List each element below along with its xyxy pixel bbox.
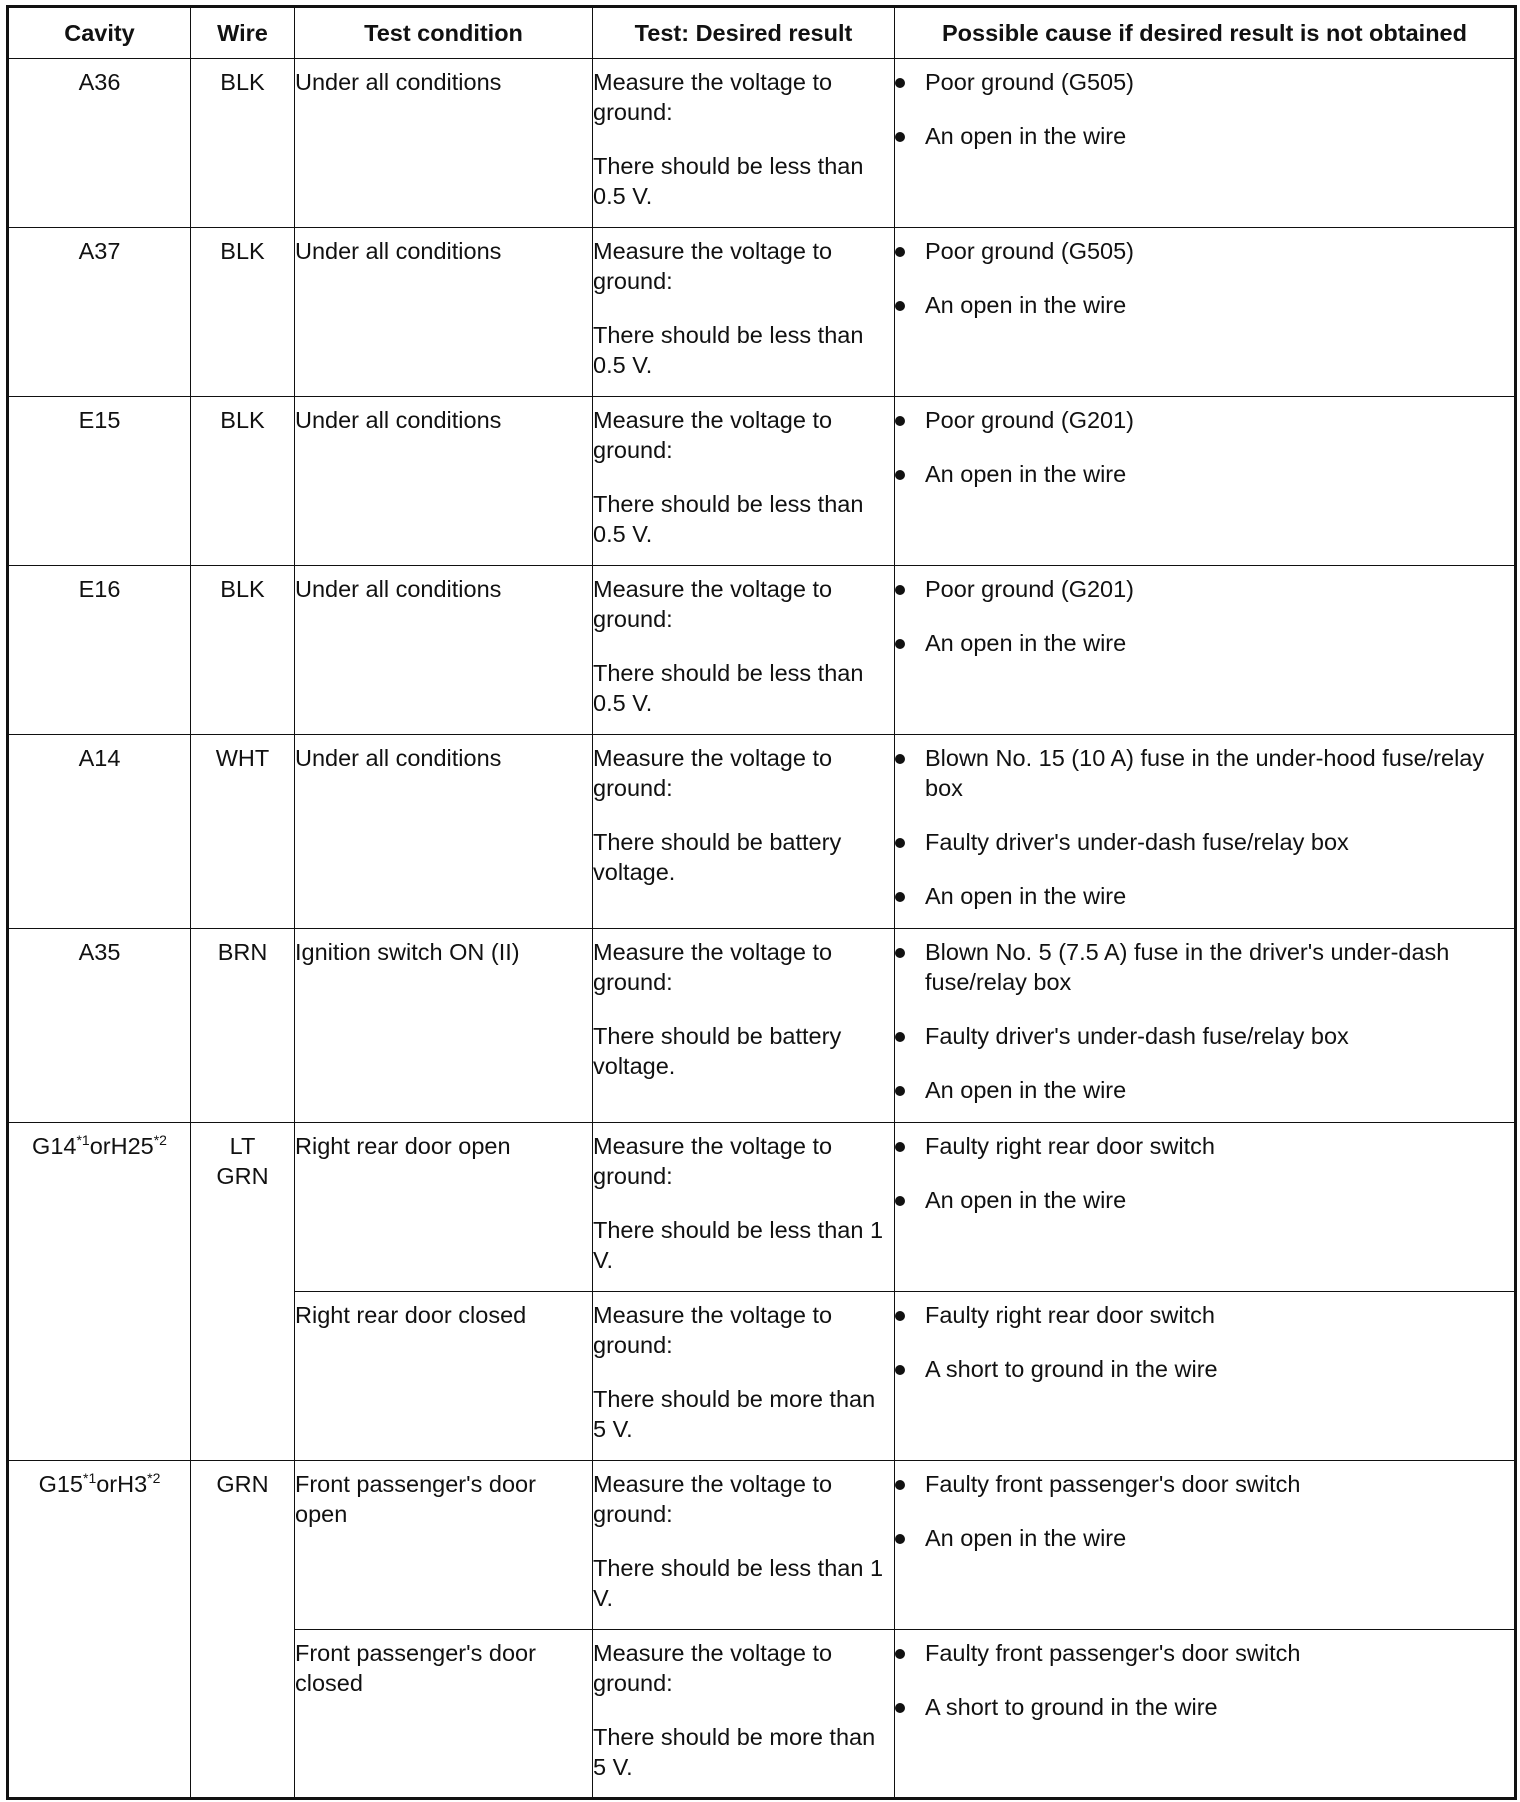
cause-item: [895, 881, 1514, 911]
cause-text: Poor ground (G505): [925, 238, 1135, 264]
header-row: [8, 7, 1516, 59]
cause-text: An open in the wire: [925, 461, 1127, 487]
header-wire: Wire: [191, 7, 295, 59]
cavity-id: A37: [78, 238, 121, 264]
cavity-cell: [8, 228, 191, 397]
cavity-id: G15: [38, 1471, 83, 1497]
test-expectation: There should be less than 0.5 V.: [593, 491, 864, 547]
cause-text: Faulty driver's under-dash fuse/relay box: [925, 829, 1349, 855]
bullet-icon: [895, 247, 905, 257]
wire-color-cell: WHT: [191, 735, 295, 929]
desired-result-cell: [593, 228, 895, 397]
cause-item: [895, 1523, 1514, 1553]
bullet-icon: [895, 1703, 905, 1713]
test-instruction: Measure the voltage to ground:: [593, 1471, 833, 1527]
footnote-ref: *2: [153, 1132, 167, 1148]
cause-list: [895, 743, 1514, 911]
test-expectation: There should be battery voltage.: [593, 1023, 842, 1079]
wire-color-cell: BRN: [191, 929, 295, 1123]
header-possible-cause: Possible cause if desired result is not obtained: [895, 7, 1516, 59]
cause-item: [895, 937, 1514, 997]
test-expectation: There should be more than 5 V.: [593, 1386, 876, 1442]
cause-item: [895, 1021, 1514, 1051]
cause-text: A short to ground in the wire: [925, 1356, 1218, 1382]
table-row: [8, 735, 1516, 929]
test-condition-cell: Under all conditions: [295, 59, 593, 228]
cause-list: [895, 236, 1514, 320]
possible-cause-cell: [895, 1123, 1516, 1292]
bullet-icon: [895, 1480, 905, 1490]
wire-color-cell: GRN: [191, 1461, 295, 1799]
bullet-icon: [895, 1142, 905, 1152]
desired-result-cell: [593, 1123, 895, 1292]
wire-color-cell: BLK: [191, 397, 295, 566]
desired-result-cell: [593, 1292, 895, 1461]
cavity-id: A14: [78, 745, 121, 771]
cavity-id: G14: [32, 1133, 77, 1159]
bullet-icon: [895, 132, 905, 142]
desired-result-cell: [593, 1630, 895, 1799]
cavity-cell: [8, 735, 191, 929]
test-expectation: There should be battery voltage.: [593, 829, 842, 885]
bullet-icon: [895, 1649, 905, 1659]
cause-item: [895, 1692, 1514, 1722]
test-instruction: Measure the voltage to ground:: [593, 939, 833, 995]
bullet-icon: [895, 78, 905, 88]
table-row: [8, 1123, 1516, 1292]
test-instruction: Measure the voltage to ground:: [593, 745, 833, 801]
cavity-cell: [8, 566, 191, 735]
test-instruction: Measure the voltage to ground:: [593, 238, 833, 294]
table-row: [8, 1461, 1516, 1630]
cause-item: [895, 743, 1514, 803]
wire-color-cell: BLK: [191, 59, 295, 228]
cavity-alt-id: orH25: [89, 1133, 154, 1159]
bullet-icon: [895, 948, 905, 958]
cavity-cell: [8, 397, 191, 566]
bullet-icon: [895, 892, 905, 902]
test-instruction: Measure the voltage to ground:: [593, 576, 833, 632]
test-condition-cell: Right rear door closed: [295, 1292, 593, 1461]
cause-list: [895, 67, 1514, 151]
test-expectation: There should be less than 0.5 V.: [593, 322, 864, 378]
wire-color-cell: LT GRN: [191, 1123, 295, 1461]
cause-item: [895, 459, 1514, 489]
footnote-ref: *1: [76, 1132, 90, 1148]
cause-text: Faulty front passenger's door switch: [925, 1471, 1301, 1497]
test-condition-cell: Front passenger's door open: [295, 1461, 593, 1630]
test-condition-cell: Under all conditions: [295, 397, 593, 566]
desired-result-cell: [593, 1461, 895, 1630]
wire-color-cell: BLK: [191, 228, 295, 397]
table-body: [8, 59, 1516, 1799]
cause-list: [895, 937, 1514, 1105]
table-row: [8, 929, 1516, 1123]
desired-result-cell: [593, 566, 895, 735]
cavity-id: E16: [78, 576, 121, 602]
desired-result-cell: [593, 929, 895, 1123]
cause-text: An open in the wire: [925, 1187, 1127, 1213]
test-expectation: There should be less than 1 V.: [593, 1555, 884, 1611]
cavity-id: E15: [78, 407, 121, 433]
cause-text: An open in the wire: [925, 883, 1127, 909]
test-instruction: Measure the voltage to ground:: [593, 1133, 833, 1189]
cause-text: Blown No. 5 (7.5 A) fuse in the driver's under-dash fuse/relay box: [925, 939, 1450, 995]
test-expectation: There should be more than 5 V.: [593, 1724, 876, 1780]
possible-cause-cell: [895, 566, 1516, 735]
test-expectation: There should be less than 0.5 V.: [593, 660, 864, 716]
cause-item: [895, 628, 1514, 658]
bullet-icon: [895, 1365, 905, 1375]
possible-cause-cell: [895, 228, 1516, 397]
possible-cause-cell: [895, 1461, 1516, 1630]
cause-item: [895, 290, 1514, 320]
test-condition-cell: Front passenger's door closed: [295, 1630, 593, 1799]
test-condition-cell: Right rear door open: [295, 1123, 593, 1292]
table-row: [8, 566, 1516, 735]
bullet-icon: [895, 1032, 905, 1042]
cause-item: [895, 574, 1514, 604]
test-instruction: Measure the voltage to ground:: [593, 407, 833, 463]
test-instruction: Measure the voltage to ground:: [593, 1640, 833, 1696]
cause-item: [895, 1638, 1514, 1668]
test-condition-cell: Under all conditions: [295, 566, 593, 735]
cause-text: Poor ground (G505): [925, 69, 1135, 95]
cause-text: An open in the wire: [925, 630, 1127, 656]
header-cavity: Cavity: [8, 7, 191, 59]
cause-list: [895, 1638, 1514, 1722]
cause-item: [895, 1185, 1514, 1215]
cause-item: [895, 121, 1514, 151]
cause-item: [895, 1131, 1514, 1161]
bullet-icon: [895, 1196, 905, 1206]
cause-item: [895, 236, 1514, 266]
bullet-icon: [895, 416, 905, 426]
table-row: [8, 59, 1516, 228]
bullet-icon: [895, 639, 905, 649]
desired-result-cell: [593, 397, 895, 566]
cause-item: [895, 405, 1514, 435]
cavity-cell: [8, 929, 191, 1123]
cause-list: [895, 1131, 1514, 1215]
cavity-id: A36: [78, 69, 121, 95]
cause-list: [895, 1300, 1514, 1384]
cause-item: [895, 1354, 1514, 1384]
test-condition-cell: Under all conditions: [295, 735, 593, 929]
header-desired-result: Test: Desired result: [593, 7, 895, 59]
bullet-icon: [895, 470, 905, 480]
test-expectation: There should be less than 0.5 V.: [593, 153, 864, 209]
cause-list: [895, 574, 1514, 658]
cavity-cell: [8, 1123, 191, 1461]
desired-result-cell: [593, 59, 895, 228]
cause-list: [895, 405, 1514, 489]
cause-item: [895, 1075, 1514, 1105]
bullet-icon: [895, 838, 905, 848]
bullet-icon: [895, 1311, 905, 1321]
cause-item: [895, 827, 1514, 857]
desired-result-cell: [593, 735, 895, 929]
possible-cause-cell: [895, 1292, 1516, 1461]
cause-text: Faulty front passenger's door switch: [925, 1640, 1301, 1666]
possible-cause-cell: [895, 1630, 1516, 1799]
bullet-icon: [895, 1086, 905, 1096]
possible-cause-cell: [895, 735, 1516, 929]
test-condition-cell: Under all conditions: [295, 228, 593, 397]
footnote-ref: *1: [83, 1470, 97, 1486]
cavity-cell: [8, 1461, 191, 1799]
table-row: [8, 397, 1516, 566]
cause-text: Poor ground (G201): [925, 407, 1135, 433]
cause-text: A short to ground in the wire: [925, 1694, 1218, 1720]
bullet-icon: [895, 754, 905, 764]
header-test-condition: Test condition: [295, 7, 593, 59]
cause-text: An open in the wire: [925, 1077, 1127, 1103]
cause-item: [895, 1469, 1514, 1499]
test-expectation: There should be less than 1 V.: [593, 1217, 884, 1273]
possible-cause-cell: [895, 397, 1516, 566]
cause-text: Poor ground (G201): [925, 576, 1135, 602]
footnote-ref: *2: [147, 1470, 161, 1486]
cause-text: Faulty right rear door switch: [925, 1302, 1215, 1328]
cause-list: [895, 1469, 1514, 1553]
bullet-icon: [895, 1534, 905, 1544]
test-instruction: Measure the voltage to ground:: [593, 1302, 833, 1358]
cavity-cell: [8, 59, 191, 228]
cause-item: [895, 1300, 1514, 1330]
bullet-icon: [895, 585, 905, 595]
cavity-id: A35: [78, 939, 121, 965]
cause-text: An open in the wire: [925, 123, 1127, 149]
cause-text: Blown No. 15 (10 A) fuse in the under-hood fuse/relay box: [925, 745, 1485, 801]
wire-color-cell: BLK: [191, 566, 295, 735]
cause-text: An open in the wire: [925, 292, 1127, 318]
cause-text: Faulty right rear door switch: [925, 1133, 1215, 1159]
cause-text: An open in the wire: [925, 1525, 1127, 1551]
cause-item: [895, 67, 1514, 97]
possible-cause-cell: [895, 59, 1516, 228]
bullet-icon: [895, 301, 905, 311]
cause-text: Faulty driver's under-dash fuse/relay box: [925, 1023, 1349, 1049]
test-instruction: Measure the voltage to ground:: [593, 69, 833, 125]
cavity-alt-id: orH3: [96, 1471, 148, 1497]
terminal-test-table: [6, 5, 1517, 1800]
table-row: [8, 228, 1516, 397]
test-condition-cell: Ignition switch ON (II): [295, 929, 593, 1123]
possible-cause-cell: [895, 929, 1516, 1123]
